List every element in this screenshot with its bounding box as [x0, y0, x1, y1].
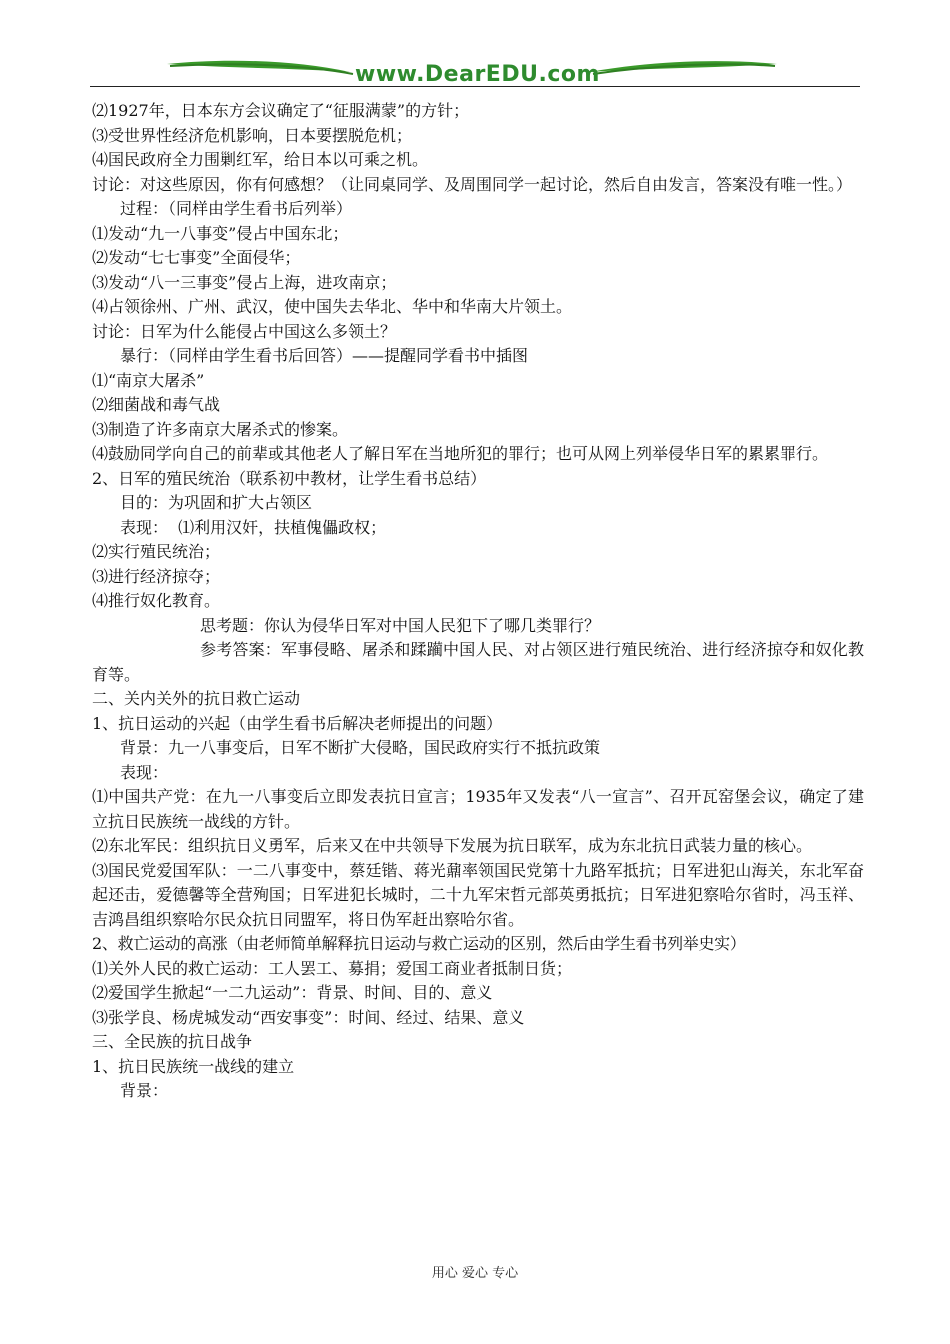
header-divider [90, 86, 860, 87]
text-line: ⑶制造了许多南京大屠杀式的惨案。 [92, 419, 349, 439]
text-line: ⑷占领徐州、广州、武汉，使中国失去华北、华中和华南大片领土。 [92, 297, 573, 316]
section-label: 背景： [120, 1081, 169, 1100]
text-line: ⑴发动“九一八事变”侵占中国东北； [92, 223, 349, 243]
text-line: ⑷推行奴化教育。 [92, 591, 221, 610]
document-body [92, 99, 864, 1104]
text-paragraph: 讨论：对这些原因，你有何感想？（让同桌同学、及周围同学一起讨论，然后自由发言，答案没有唯一性。） [92, 174, 853, 194]
text-line: ⑵实行殖民统治； [92, 542, 221, 561]
subsection-heading: 2、日军的殖民统治（联系初中教材，让学生看书总结） [92, 468, 487, 488]
text-line: ⑷国民政府全力围剿红军，给日本以可乘之机。 [92, 150, 429, 169]
section-label: 暴行：（同样由学生看书后回答）——提醒同学看书中插图 [120, 346, 529, 365]
text-line: ⑵爱国学生掀起“一二九运动”：背景、时间、目的、意义 [92, 983, 493, 1002]
subsection-heading: 1、抗日民族统一战线的建立 [92, 1056, 295, 1076]
text-paragraph: ⑵东北军民：组织抗日义勇军，后来又在中共领导下发展为抗日联军，成为东北抗日武装力量的核心。 [92, 836, 813, 855]
section-heading: 三、全民族的抗日战争 [92, 1032, 253, 1051]
text-line: ⑴“南京大屠杀” [92, 370, 205, 390]
text-paragraph: ⑴中国共产党：在九一八事变后立即发表抗日宣言；1935年又发表“八一宣言”、召开瓦窑堡会议，确定了建立抗日民族统一战线的方针。 [92, 787, 864, 831]
text-line: 讨论：日军为什么能侵占中国这么多领土？ [92, 321, 397, 341]
section-label: 表现： [120, 762, 169, 782]
text-line: ⑶发动“八一三事变”侵占上海，进攻南京； [92, 272, 397, 292]
question-text: 思考题：你认为侵华日军对中国人民犯下了哪几类罪行？ [200, 615, 601, 635]
section-label: 目的：为巩固和扩大占领区 [120, 493, 313, 512]
page-header [0, 0, 950, 100]
text-line: ⑵细菌战和毒气战 [92, 395, 221, 414]
text-line: ⑴关外人民的救亡运动：工人罢工、募捐；爱国工商业者抵制日货； [92, 958, 573, 978]
text-line: ⑵1927年，日本东方会议确定了“征服满蒙”的方针； [92, 101, 470, 120]
text-paragraph: ⑷鼓励同学向自己的前辈或其他老人了解日军在当地所犯的罪行；也可从网上列举侵华日军的累累罪行。 [92, 444, 829, 463]
subsection-heading: 1、抗日运动的兴起（由学生看书后解决老师提出的问题） [92, 713, 503, 733]
text-line: ⑶张学良、杨虎城发动“西安事变”：时间、经过、结果、意义 [92, 1007, 525, 1027]
text-line: ⑶进行经济掠夺； [92, 566, 221, 586]
answer-paragraph: 参考答案：军事侵略、屠杀和蹂躏中国人民、对占领区进行殖民统治、进行经济掠夺和奴化教育等。 [92, 640, 864, 684]
text-line: ⑶受世界性经济危机影响，日本要摆脱危机； [92, 125, 413, 145]
subsection-heading: 2、救亡运动的高涨（由老师简单解释抗日运动与救亡运动的区别，然后由学生看书列举史实） [92, 934, 746, 953]
section-label: 表现： ⑴利用汉奸，扶植傀儡政权； [120, 517, 387, 537]
text-line: ⑵发动“七七事变”全面侵华； [92, 248, 301, 267]
text-paragraph: ⑶国民党爱国军队：一二八事变中，蔡廷锴、蒋光鼐率领国民党第十九路军抵抗；日军进犯山海关，东北军奋起还击，爱德馨等全营殉国；日军进犯长城时，二十九军宋哲元部英勇抵抗；日军进犯察哈尔省时，冯玉祥、吉鸿昌组织察哈尔民众抗日同盟军，将日伪军赶出察哈尔省。 [92, 860, 864, 929]
page-footer: 用心 爱心 专心 [431, 1266, 519, 1281]
site-brand: www.DearEDU.com [355, 62, 600, 87]
section-label: 背景：九一八事变后，日军不断扩大侵略，国民政府实行不抵抗政策 [120, 738, 601, 757]
section-heading: 二、关内关外的抗日救亡运动 [92, 689, 301, 708]
section-label: 过程：（同样由学生看书后列举） [120, 199, 353, 218]
